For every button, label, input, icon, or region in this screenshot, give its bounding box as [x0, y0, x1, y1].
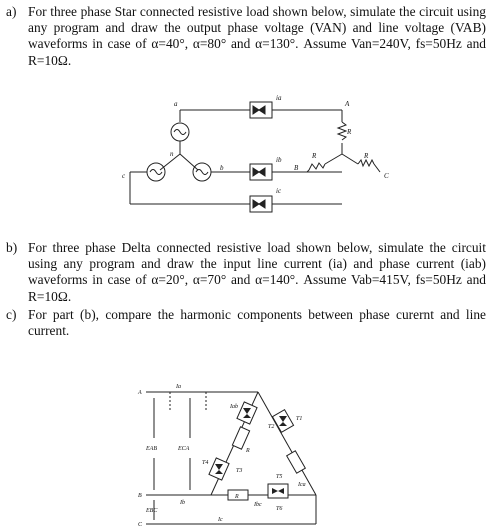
question-c-label: c)	[6, 307, 17, 322]
label-ibc: Ibc	[254, 502, 262, 508]
label-resistor-b: R	[312, 152, 317, 160]
label-current-b: ib	[276, 156, 282, 164]
question-b-text: For three phase Delta connected resistive load shown below, simulate the circuit using any program and draw the input line current (ia) and phase current (iab) waveforms in case of α=20°, α=70° and α=140°. Assume Vab=415V, fs=50Hz and R=10Ω.	[28, 240, 486, 304]
label-resistor-ab: R	[246, 448, 250, 454]
label-ic: Ic	[218, 517, 223, 523]
label-vca: ECA	[178, 446, 190, 452]
label-resistor-a: R	[347, 128, 352, 136]
star-connected-circuit-diagram	[110, 92, 400, 224]
label-node-B: B	[138, 493, 142, 499]
label-node-a: a	[174, 100, 178, 108]
label-t5: T5	[276, 474, 283, 480]
question-c-text: For part (b), compare the harmonic components between phase curernt and line current.	[28, 307, 486, 339]
label-current-a: ia	[276, 94, 282, 102]
label-iab: Iab	[230, 404, 238, 410]
label-ib: Ib	[180, 500, 185, 506]
delta-connected-circuit-diagram	[136, 378, 340, 528]
label-t1: T1	[296, 416, 303, 422]
label-current-c: ic	[276, 187, 282, 195]
label-node-A: A	[345, 100, 350, 108]
thyristor-pair-c	[250, 196, 272, 212]
label-t2: T2	[268, 424, 275, 430]
label-vbc: EBC	[146, 508, 158, 514]
question-a-label: a)	[6, 4, 17, 19]
label-node-B: B	[294, 164, 299, 172]
label-node-C: C	[138, 522, 143, 528]
label-node-n: n	[170, 150, 174, 158]
label-vab: EAB	[146, 446, 157, 452]
label-t3: T3	[236, 468, 243, 474]
label-t6: T6	[276, 506, 283, 512]
label-resistor-bc: R	[235, 494, 239, 500]
label-node-b: b	[220, 164, 224, 172]
label-resistor-c: R	[364, 152, 369, 160]
thyristor-pair-b	[250, 164, 272, 180]
question-a-text: For three phase Star connected resistive load shown below, simulate the circuit using any program and draw the output phase voltage (VAN) and line voltage (VAB) waveforms in case of α=40°, α=80° and α=130°. Assume Van=240V, fs=50Hz and R=10Ω.	[28, 4, 486, 68]
label-ica: Ica	[298, 482, 306, 488]
label-node-C: C	[384, 172, 389, 180]
label-node-A: A	[138, 390, 142, 396]
label-node-c: c	[122, 172, 126, 180]
question-b-label: b)	[6, 240, 18, 255]
label-ia: Ia	[176, 384, 181, 390]
label-t4: T4	[202, 460, 209, 466]
thyristor-pair-a	[250, 102, 272, 118]
